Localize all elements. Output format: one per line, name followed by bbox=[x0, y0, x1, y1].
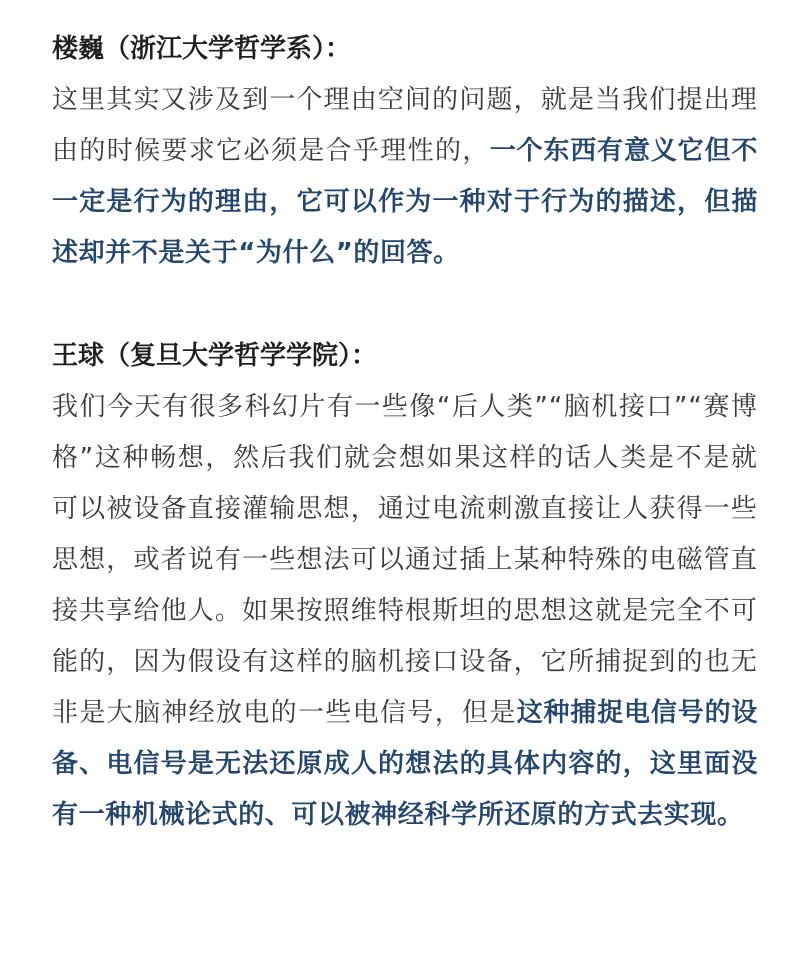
quote-section-1 bbox=[52, 24, 758, 279]
quote-section-2 bbox=[52, 331, 758, 841]
article-body bbox=[52, 24, 758, 841]
speaker-name: 王球（复旦大学哲学学院）： bbox=[52, 341, 378, 371]
quote-text: 这里其实又涉及到一个理由空间的问题，就是当我们提出理由的时候要求它必须是合乎理性的， bbox=[52, 85, 758, 166]
quote-text: 我们今天有很多科幻片有一些像“后人类”“脑机接口”“赛博格”这种畅想，然后我们就会想如果这样的话人类是不是就可以被设备直接灌输思想，通过电流刺激直接让人获得一些思想，或者说有一些想法可以通过插上某种特殊的电磁管直接共享给他人。如果按照维特根斯坦的思想这就是完全不可能的，因为假设有这样的脑机接口设备，它所捕捉到的也无非是大脑神经放电的一些电信号，但是 bbox=[52, 392, 758, 728]
quote-paragraph bbox=[52, 75, 758, 279]
speaker-name: 楼巍（浙江大学哲学系）： bbox=[52, 34, 352, 64]
highlighted-quote-text: 这种捕捉电信号的设备、电信号是无法还原成人的想法的具体内容的，这里面没有一种机械论式的、可以被神经科学所还原的方式去实现。 bbox=[52, 698, 759, 830]
quote-paragraph bbox=[52, 382, 758, 841]
highlighted-quote-text: 一个东西有意义它但不一定是行为的理由，它可以作为一种对于行为的描述，但描述却并不是关于“为什么”的回答。 bbox=[52, 136, 758, 268]
